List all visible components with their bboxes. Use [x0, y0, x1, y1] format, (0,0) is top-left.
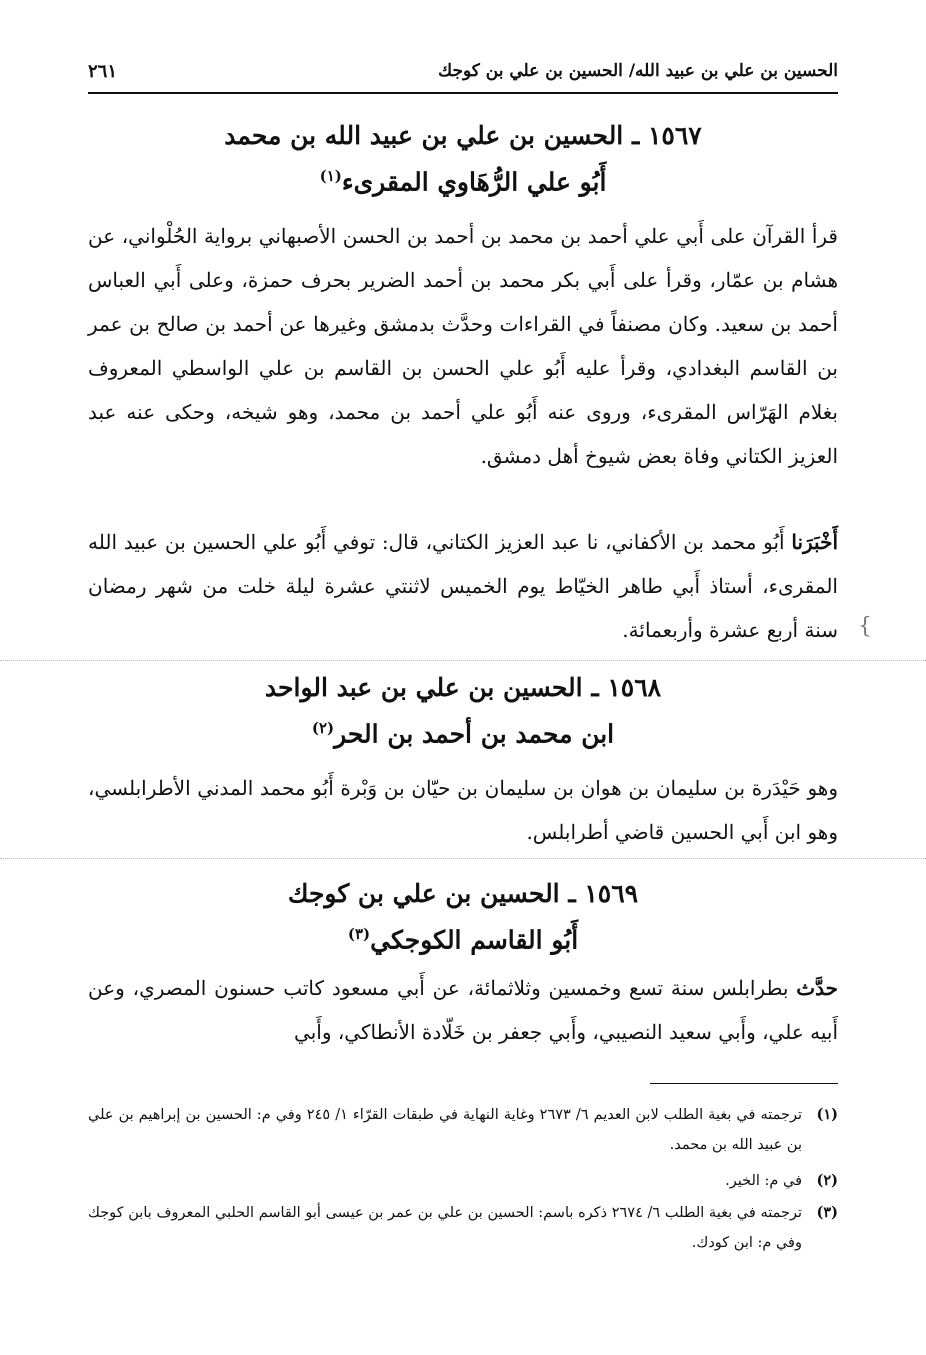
paragraph-text: بطرابلس سنة تسع وخمسين وثلاثمائة، عن أَبي مسعود كاتب حسنون المصري، وعن أَبيه علي، وأَبي سعيد النصيبي، وأَبي جعفر بن خَلّادة الأنطاكي، وأَبي — [88, 976, 838, 1044]
entry-paragraph — [88, 966, 838, 1054]
divider — [0, 858, 926, 859]
entry-title-1568 — [88, 668, 838, 754]
entry-subtitle: ابن محمد بن أحمد بن الحر — [334, 719, 615, 749]
page-number: ٢٦١ — [88, 60, 118, 82]
entry-title-1569 — [88, 874, 838, 960]
lead-word: أَخْبَرَنا — [791, 530, 838, 554]
footnote-separator — [650, 1083, 838, 1084]
footnote-number: (٣) — [816, 1204, 838, 1221]
footnote-number: (٢) — [816, 1172, 838, 1189]
footnote-text: ترجمته في بغية الطلب لابن العديم ٦/ ٢٦٧٣ وغاية النهاية في طبقات القرّاء ١/ ٢٤٥ وفي م: الحسين بن إبراهيم بن علي بن عبيد الله بن محمد. — [88, 1107, 802, 1153]
paragraph-text: أَبُو محمد بن الأكفاني، نا عبد العزيز الكتاني، قال: توفي أَبُو علي الحسين بن عبيد الله المقرىء، أستاذ أَبي طاهر الخيّاط يوم الخميس لاثنتي عشرة ليلة خلت من شهر رمضان سنة أربع عشرة وأربعمائة. — [88, 530, 838, 642]
footnote-text: ترجمته في بغية الطلب ٦/ ٢٦٧٤ ذكره باسم: الحسين بن علي بن عمر بن عيسى أبو القاسم الحلبي المعروف بابن كوجك وفي م: ابن كودك. — [88, 1205, 802, 1251]
entry-title-line2 — [88, 914, 838, 960]
footnote-number: (١) — [816, 1106, 838, 1123]
divider — [0, 660, 926, 661]
entry-title-1567 — [88, 116, 838, 202]
page-header — [88, 50, 838, 94]
entry-title-line2 — [88, 708, 838, 754]
footnote-3 — [88, 1198, 838, 1258]
entry-title-line2 — [88, 156, 838, 202]
entry-subtitle: أَبُو القاسم الكوجكي — [370, 925, 579, 955]
entry-title-line1: ١٥٦٩ ـ الحسين بن علي بن كوجك — [287, 879, 639, 908]
entry-paragraph — [88, 520, 838, 652]
entry-subtitle: أَبُو علي الرُّهَاوي المقرىء — [341, 167, 607, 197]
footnote-1 — [88, 1100, 838, 1160]
entry-title-line1: ١٥٦٧ ـ الحسين بن علي بن عبيد الله بن محمد — [224, 121, 702, 150]
footnote-marker: (١) — [319, 167, 342, 185]
entry-title-line1: ١٥٦٨ ـ الحسين بن علي بن عبد الواحد — [264, 673, 662, 702]
footnote-2 — [88, 1166, 838, 1196]
entry-paragraph: وهو حَيْدَرة بن سليمان بن هوان بن سليمان بن حيّان بن وَبْرة أَبُو محمد المدني الأطرابلسي، وهو ابن أَبي الحسين قاضي أطرابلس. — [88, 776, 838, 844]
footnote-text: في م: الخير. — [725, 1173, 802, 1189]
footnote-marker: (٣) — [347, 925, 371, 943]
margin-mark: { — [858, 614, 872, 639]
footnote-marker: (٢) — [311, 719, 335, 737]
entry-paragraph: قرأ القرآن على أَبي علي أحمد بن محمد بن أحمد بن الحسن الأصبهاني برواية الحُلْواني، عن هشام بن عمّار، وقرأ على أَبي بكر محمد بن أحمد الضرير بحرف حمزة، وعلى أَبي العباس أحمد بن سعيد. وكان مصنفاً في القراءات وحدَّث بدمشق وغيرها عن أحمد بن صالح بن عمر بن القاسم البغدادي، وقرأ عليه أَبُو علي الحسن بن القاسم بن علي الواسطي المعروف بغلام الهَرّاس المقرىء، وروى عنه أَبُو علي أحمد بن محمد، وهو شيخه، وحكى عنه عبد العزيز الكتاني وفاة بعض شيوخ أهل دمشق. — [88, 224, 838, 468]
lead-word: حدَّث — [796, 976, 838, 1000]
running-head: الحسين بن علي بن عبيد الله/ الحسين بن علي بن كوجك — [438, 61, 838, 81]
